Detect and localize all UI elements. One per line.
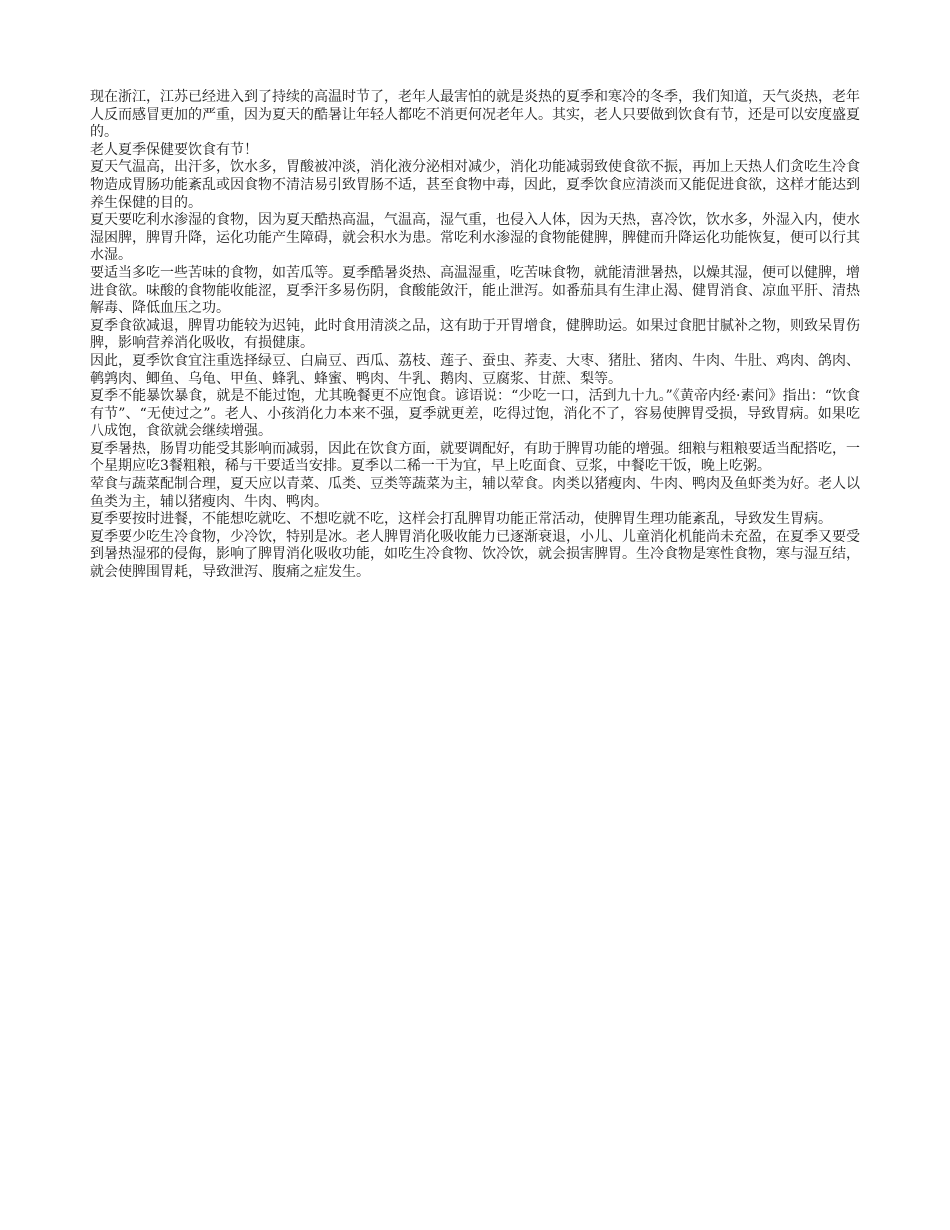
paragraph-food-list: 因此，夏季饮食宜注重选择绿豆、白扁豆、西瓜、荔枝、莲子、蚕虫、荞麦、大枣、猪肚、猪肉、牛肉、牛肚、鸡肉、鸽肉、鹌鹑肉、鲫鱼、乌龟、甲鱼、蜂乳、蜂蜜、鸭肉、牛乳、鹅肉、豆腐浆、甘蔗、梨等。 <box>90 352 860 387</box>
paragraph-grains: 夏季暑热，肠胃功能受其影响而减弱，因此在饮食方面，就要调配好，有助于脾胃功能的增强。细粮与粗粮要适当配搭吃，一个星期应吃3餐粗粮，稀与干要适当安排。夏季以二稀一干为宜，早上吃面食、豆浆，中餐吃干饭，晚上吃粥。 <box>90 440 860 475</box>
paragraph-intro: 现在浙江，江苏已经进入到了持续的高温时节了，老年人最害怕的就是炎热的夏季和寒冷的冬季，我们知道，天气炎热，老年人反而感冒更加的严重，因为夏天的酷暑让年轻人都吃不消更何况老年人。其实，老人只要做到饮食有节，还是可以安度盛夏的。 <box>90 89 860 141</box>
paragraph-light-diet: 夏季食欲减退，脾胃功能较为迟钝，此时食用清淡之品，这有助于开胃增食，健脾助运。如果过食肥甘腻补之物，则致呆胃伤脾，影响营养消化吸收，有损健康。 <box>90 317 860 352</box>
paragraph-meat-vegetables: 荤食与蔬菜配制合理，夏天应以青菜、瓜类、豆类等蔬菜为主，辅以荤食。肉类以猪瘦肉、牛肉、鸭肉及鱼虾类为好。老人以鱼类为主，辅以猪瘦肉、牛肉、鸭肉。 <box>90 476 860 510</box>
paragraph-cold-food: 夏季要少吃生冷食物，少冷饮，特别是冰。老人脾胃消化吸收能力已逐渐衰退，小儿、儿童消化机能尚未充盈，在夏季又要受到暑热湿邪的侵侮，影响了脾胃消化吸收功能，如吃生冷食物、饮冷饮，就会损害脾胃。生冷食物是寒性食物，寒与湿互结，就会使脾围胃耗，导致泄泻、腹痛之症发生。 <box>90 528 860 581</box>
paragraph-heading: 老人夏季保健要饮食有节！ <box>90 141 258 158</box>
paragraph-regular-meals: 夏季要按时进餐，不能想吃就吃、不想吃就不吃，这样会打乱脾胃功能正常活动，使脾胃生理功能紊乱，导致发生胃病。 <box>90 511 832 528</box>
paragraph-appetite: 夏天气温高，出汗多，饮水多，胃酸被冲淡，消化液分泌相对减少，消化功能减弱致使食欲不振，再加上天热人们贪吃生冷食物造成胃肠功能紊乱或因食物不清洁易引致胃肠不适，甚至食物中毒，因此，夏季饮食应清淡而又能促进食欲，这样才能达到养生保健的目的。 <box>90 159 860 211</box>
paragraph-bitter-food: 要适当多吃一些苦味的食物，如苦瓜等。夏季酷暑炎热、高温湿重，吃苦味食物，就能清泄暑热，以燥其湿，便可以健脾，增进食欲。味酸的食物能收能涩，夏季汗多易伤阴，食酸能敛汗，能止泄泻。如番茄具有生津止渴、健胃消食、凉血平肝、清热解毒、降低血压之功。 <box>90 264 860 317</box>
paragraph-no-overeating: 夏季不能暴饮暴食，就是不能过饱，尤其晚餐更不应饱食。谚语说：“少吃一口，活到九十九。”《黄帝内经·素问》指出：“饮食有节”、“无使过之”。老人、小孩消化力本来不强，夏季就更差，吃得过饱，消化不了，容易使脾胃受损，导致胃病。如果吃八成饱，食欲就会继续增强。 <box>90 388 860 440</box>
article-body <box>90 89 860 582</box>
paragraph-dampness: 夏天要吃利水渗湿的食物，因为夏天酷热高温，气温高，湿气重，也侵入人体，因为天热，喜冷饮，饮水多，外湿入内，使水湿困脾，脾胃升降，运化功能产生障碍，就会积水为患。常吃利水渗湿的食物能健脾，脾健而升降运化功能恢复，便可以行其水湿。 <box>90 212 860 264</box>
